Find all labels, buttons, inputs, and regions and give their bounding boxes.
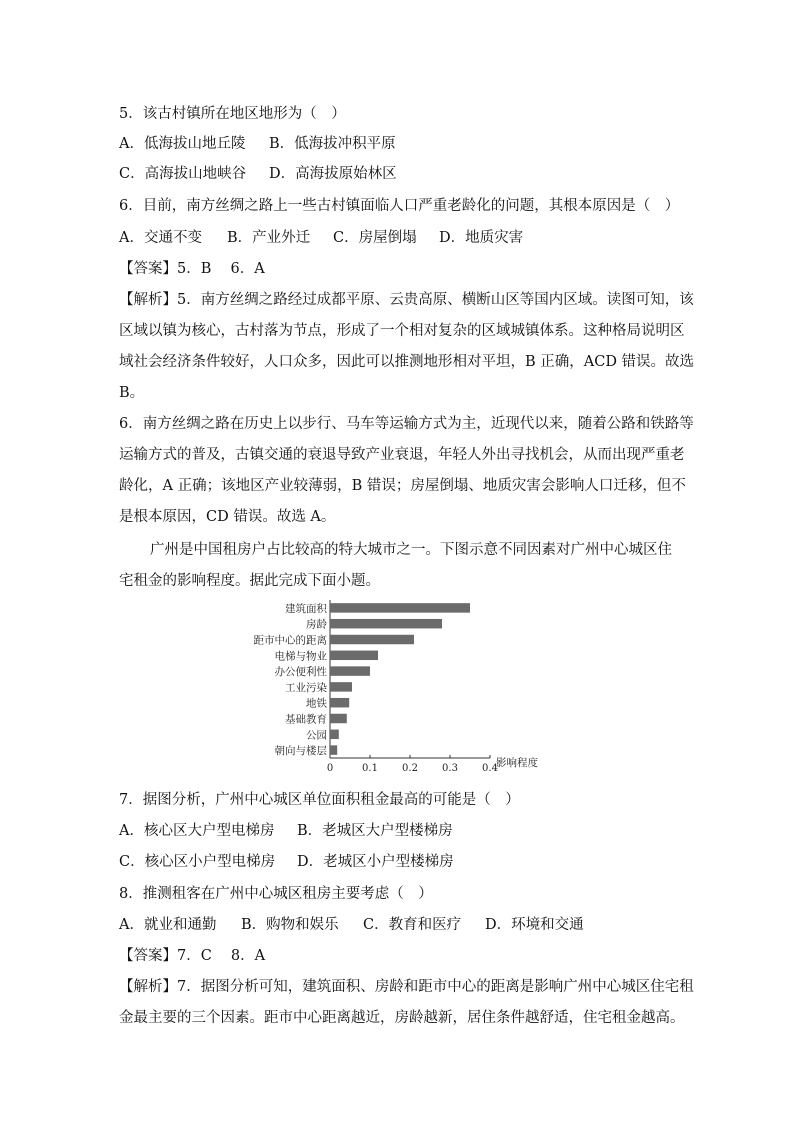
q6-option-c: C．房屋倒塌	[333, 230, 417, 246]
q6-options	[119, 228, 523, 248]
bar	[330, 619, 442, 628]
category-label: 基础教育	[285, 713, 327, 726]
category-label: 办公便利性	[274, 666, 327, 679]
analysis-line: 金最主要的三个因素。距市中心距离越近，房龄越新，居住条件越舒适，住宅租金越高。	[119, 1010, 685, 1026]
q5-option-b: B．低海拔冲积平原	[269, 136, 396, 152]
analysis-line: 域社会经济条件较好，人口众多，因此可以推测地形相对平坦，B 正确，ACD 错误。故选	[119, 354, 695, 370]
q8-stem: 8．推测租客在广州中心城区租房主要考虑（ ）	[119, 886, 433, 902]
answer-5-6: 【答案】5．B 6．A	[119, 261, 265, 277]
analysis-line: 6．南方丝绸之路在历史上以步行、马车等运输方式为主，近现代以来，随着公路和铁路等	[119, 416, 694, 432]
q5-option-d: D．高海拔原始林区	[269, 166, 397, 182]
bar	[330, 603, 470, 612]
x-tick-label: 0	[326, 763, 334, 774]
intro-line: 广州是中国租房户占比较高的特大城市之一。下图示意不同因素对广州中心城区住	[150, 542, 672, 558]
q5-options-row2	[119, 164, 397, 184]
q8-options	[119, 915, 584, 935]
bar	[330, 651, 378, 660]
q7-option-d: D．老城区小户型楼梯房	[297, 854, 454, 870]
bar	[330, 745, 337, 754]
intro-line: 宅租金的影响程度。据此完成下面小题。	[119, 573, 380, 589]
q7-stem: 7．据图分析，广州中心城区单位面积租金最高的可能是（ ）	[119, 792, 520, 808]
category-label: 电梯与物业	[274, 650, 327, 663]
q5-option-c: C．高海拔山地峡谷	[119, 166, 247, 182]
q7-option-c: C．核心区小户型电梯房	[119, 854, 276, 870]
x-tick-label: 0.3	[442, 763, 458, 774]
q8-option-d: D．环境和交通	[485, 917, 584, 933]
bar	[330, 635, 414, 644]
q6-option-b: B．产业外迁	[227, 230, 311, 246]
bar	[330, 666, 370, 675]
category-label: 房龄	[306, 618, 327, 631]
bar	[330, 698, 349, 707]
analysis-line: 龄化，A 正确；该地区产业较薄弱，B 错误；房屋倒塌、地质灾害会影响人口迁移，但不	[119, 478, 686, 494]
bar	[330, 682, 352, 691]
q6-option-d: D．地质灾害	[439, 230, 524, 246]
category-label: 公园	[306, 729, 327, 742]
x-tick-label: 0.1	[362, 763, 378, 774]
q6-stem: 6．目前，南方丝绸之路上一些古村镇面临人口严重老龄化的问题，其根本原因是（ ）	[119, 198, 680, 214]
x-axis-label: 影响程度	[496, 757, 538, 769]
x-tick-label: 0.4	[482, 763, 498, 774]
q7-options-row1	[119, 821, 453, 841]
q6-option-a: A．交通不变	[119, 230, 202, 246]
q5-stem: 5．该古村镇所在地区地形为（ ）	[119, 106, 346, 122]
analysis-line: 运输方式的普及，古镇交通的衰退导致产业衰退，年轻人外出寻找机会，从而出现严重老	[119, 447, 685, 463]
q7-option-b: B．老城区大户型楼梯房	[297, 823, 453, 839]
bar	[330, 730, 339, 739]
q5-options-row1	[119, 134, 396, 154]
category-label: 建筑面积	[285, 602, 327, 615]
rent-factor-bar-chart	[240, 596, 560, 776]
analysis-line: 【解析】5．南方丝绸之路经过成都平原、云贵高原、横断山区等国内区域。读图可知，该	[119, 292, 694, 308]
bar	[330, 714, 347, 723]
x-tick-label: 0.2	[402, 763, 418, 774]
category-label: 朝向与楼层	[274, 745, 327, 758]
analysis-line: 【解析】7．据图分析可知，建筑面积、房龄和距市中心的距离是影响广州中心城区住宅租	[119, 979, 694, 995]
category-label: 工业污染	[285, 681, 327, 694]
q8-option-c: C．教育和医疗	[363, 917, 462, 933]
q7-option-a: A．核心区大户型电梯房	[119, 823, 275, 839]
q8-option-b: B．购物和娱乐	[241, 917, 339, 933]
q7-options-row2	[119, 852, 454, 872]
analysis-line: 区域以镇为核心，古村落为节点，形成了一个相对复杂的区域城镇体系。这种格局说明区	[119, 323, 685, 339]
category-label: 距市中心的距离	[253, 634, 327, 647]
category-label: 地铁	[306, 697, 327, 710]
q8-option-a: A．就业和通勤	[119, 917, 217, 933]
analysis-line: 是根本原因，CD 错误。故选 A。	[119, 509, 336, 525]
answer-7-8: 【答案】7．C 8．A	[119, 948, 266, 964]
analysis-line: B。	[119, 385, 145, 401]
q5-option-a: A．低海拔山地丘陵	[119, 136, 246, 152]
